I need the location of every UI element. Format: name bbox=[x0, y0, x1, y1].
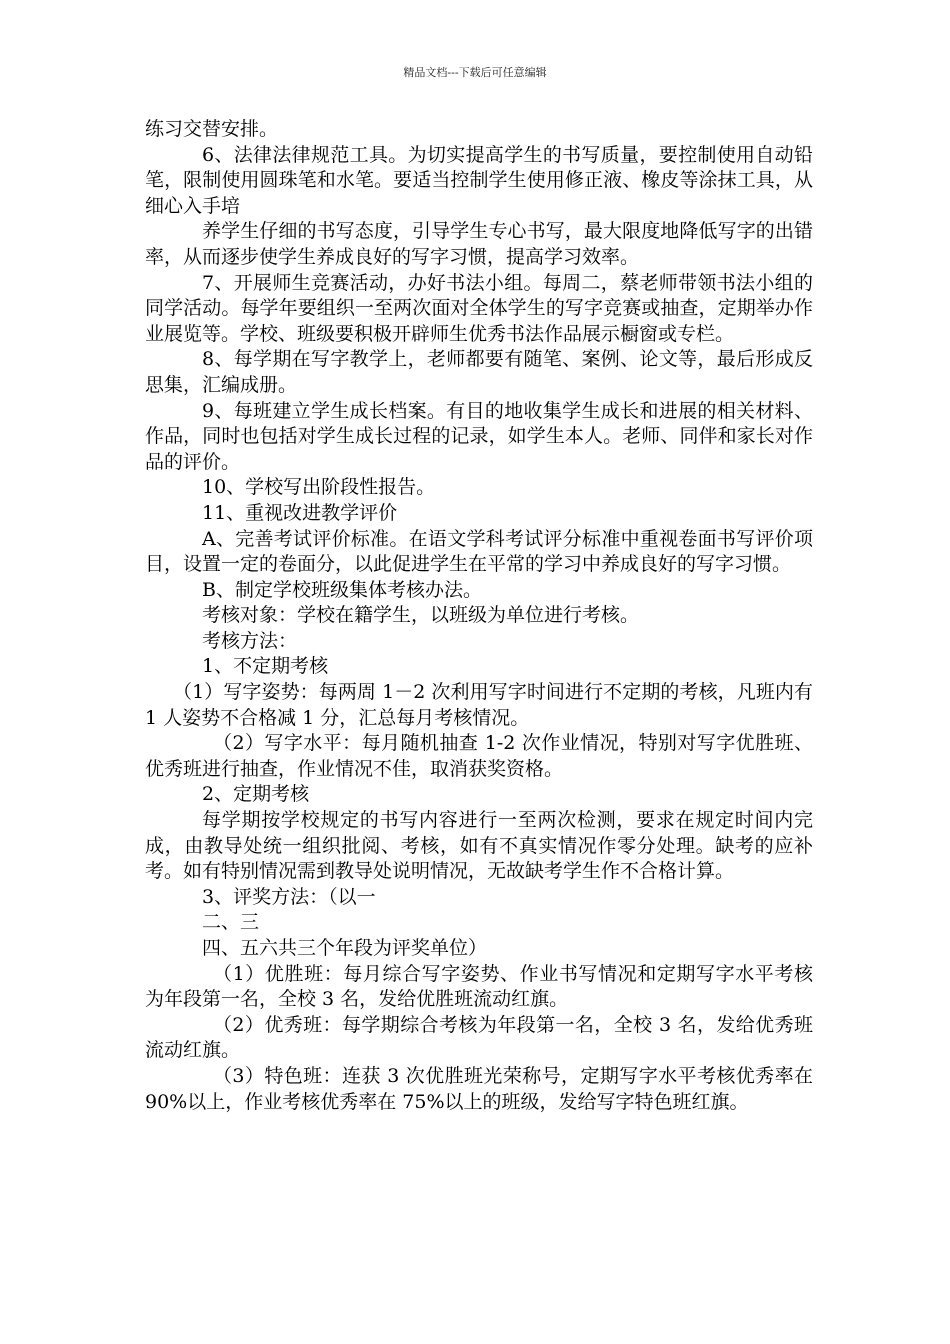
paragraph-4: 8、每学期在写字教学上，老师都要有随笔、案例、论文等，最后形成反思集，汇编成册。 bbox=[145, 348, 813, 396]
paragraph-6: 10、学校写出阶段性报告。 bbox=[202, 476, 436, 499]
paragraph-0: 练习交替安排。 bbox=[145, 118, 279, 140]
paragraph-18: 二、三 bbox=[202, 911, 260, 934]
paragraph-2: 养学生仔细的书写态度，引导学生专心书写，最大限度地降低写字的出错率，从而逐步使学生养成良好的写字习惯，提高学习效率。 bbox=[145, 220, 813, 268]
document-body bbox=[145, 117, 813, 1115]
paragraph-5: 9、每班建立学生成长档案。有目的地收集学生成长和进展的相关材料、作品，同时也包括对学生成长过程的记录，如学生本人。老师、同伴和家长对作品的评价。 bbox=[145, 399, 813, 473]
paragraph-21: （2）优秀班：每学期综合考核为年段第一名，全校 3 名，发给优秀班流动红旗。 bbox=[145, 1013, 813, 1062]
paragraph-1: 6、法律法律规范工具。为切实提高学生的书写质量，要控制使用自动铅笔，限制使用圆珠笔和水笔。要适当控制学生使用修正液、橡皮等涂抹工具，从细心入手培 bbox=[145, 143, 813, 217]
paragraph-12: 1、不定期考核 bbox=[202, 655, 329, 678]
paragraph-20: （1）优胜班：每月综合写字姿势、作业书写情况和定期写字水平考核为年段第一名，全校 3 名，发给优胜班流动红旗。 bbox=[145, 962, 813, 1011]
paragraph-15: 2、定期考核 bbox=[202, 783, 310, 806]
paragraph-19: 四、五六共三个年段为评奖单位） bbox=[202, 937, 488, 959]
paragraph-16: 每学期按学校规定的书写内容进行一至两次检测，要求在规定时间内完成，由教导处统一组织批阅、考核，如有不真实情况作零分处理。缺考的应补考。如有特别情况需到教导处说明情况，无故缺考学生作不合格计算。 bbox=[145, 809, 813, 883]
paragraph-17: 3、评奖方法：（以一 bbox=[202, 885, 376, 908]
paragraph-3: 7、开展师生竞赛活动，办好书法小组。每周二，蔡老师带领书法小组的同学活动。每学年要组织一至两次面对全体学生的写字竞赛或抽查，定期举办作业展览等。学校、班级要积极开辟师生优秀书法作品展示橱窗或专栏。 bbox=[145, 271, 813, 345]
paragraph-8: A、完善考试评价标准。在语文学科考试评分标准中重视卷面书写评价项目，设置一定的卷面分，以此促进学生在平常的学习中养成良好的写字习惯。 bbox=[145, 527, 813, 576]
paragraph-7: 11、重视改进教学评价 bbox=[202, 501, 398, 524]
paragraph-9: B、制定学校班级集体考核办法。 bbox=[202, 578, 482, 601]
paragraph-13: （1）写字姿势：每两周 1－2 次利用写字时间进行不定期的考核，凡班内有 1 人姿势不合格减 1 分，汇总每月考核情况。 bbox=[145, 681, 813, 729]
paragraph-10: 考核对象：学校在籍学生，以班级为单位进行考核。 bbox=[202, 604, 640, 627]
paragraph-14: （2）写字水平：每月随机抽查 1-2 次作业情况，特别对写字优胜班、优秀班进行抽查，作业情况不佳，取消获奖资格。 bbox=[145, 732, 813, 780]
paragraph-22: （3）特色班：连获 3 次优胜班光荣称号，定期写字水平考核优秀率在 90%以上，作业考核优秀率在 75%以上的班级，发给写字特色班红旗。 bbox=[145, 1064, 813, 1113]
paragraph-11: 考核方法： bbox=[202, 629, 298, 652]
page-header: 精品文档---下载后可任意编辑 bbox=[403, 66, 547, 79]
